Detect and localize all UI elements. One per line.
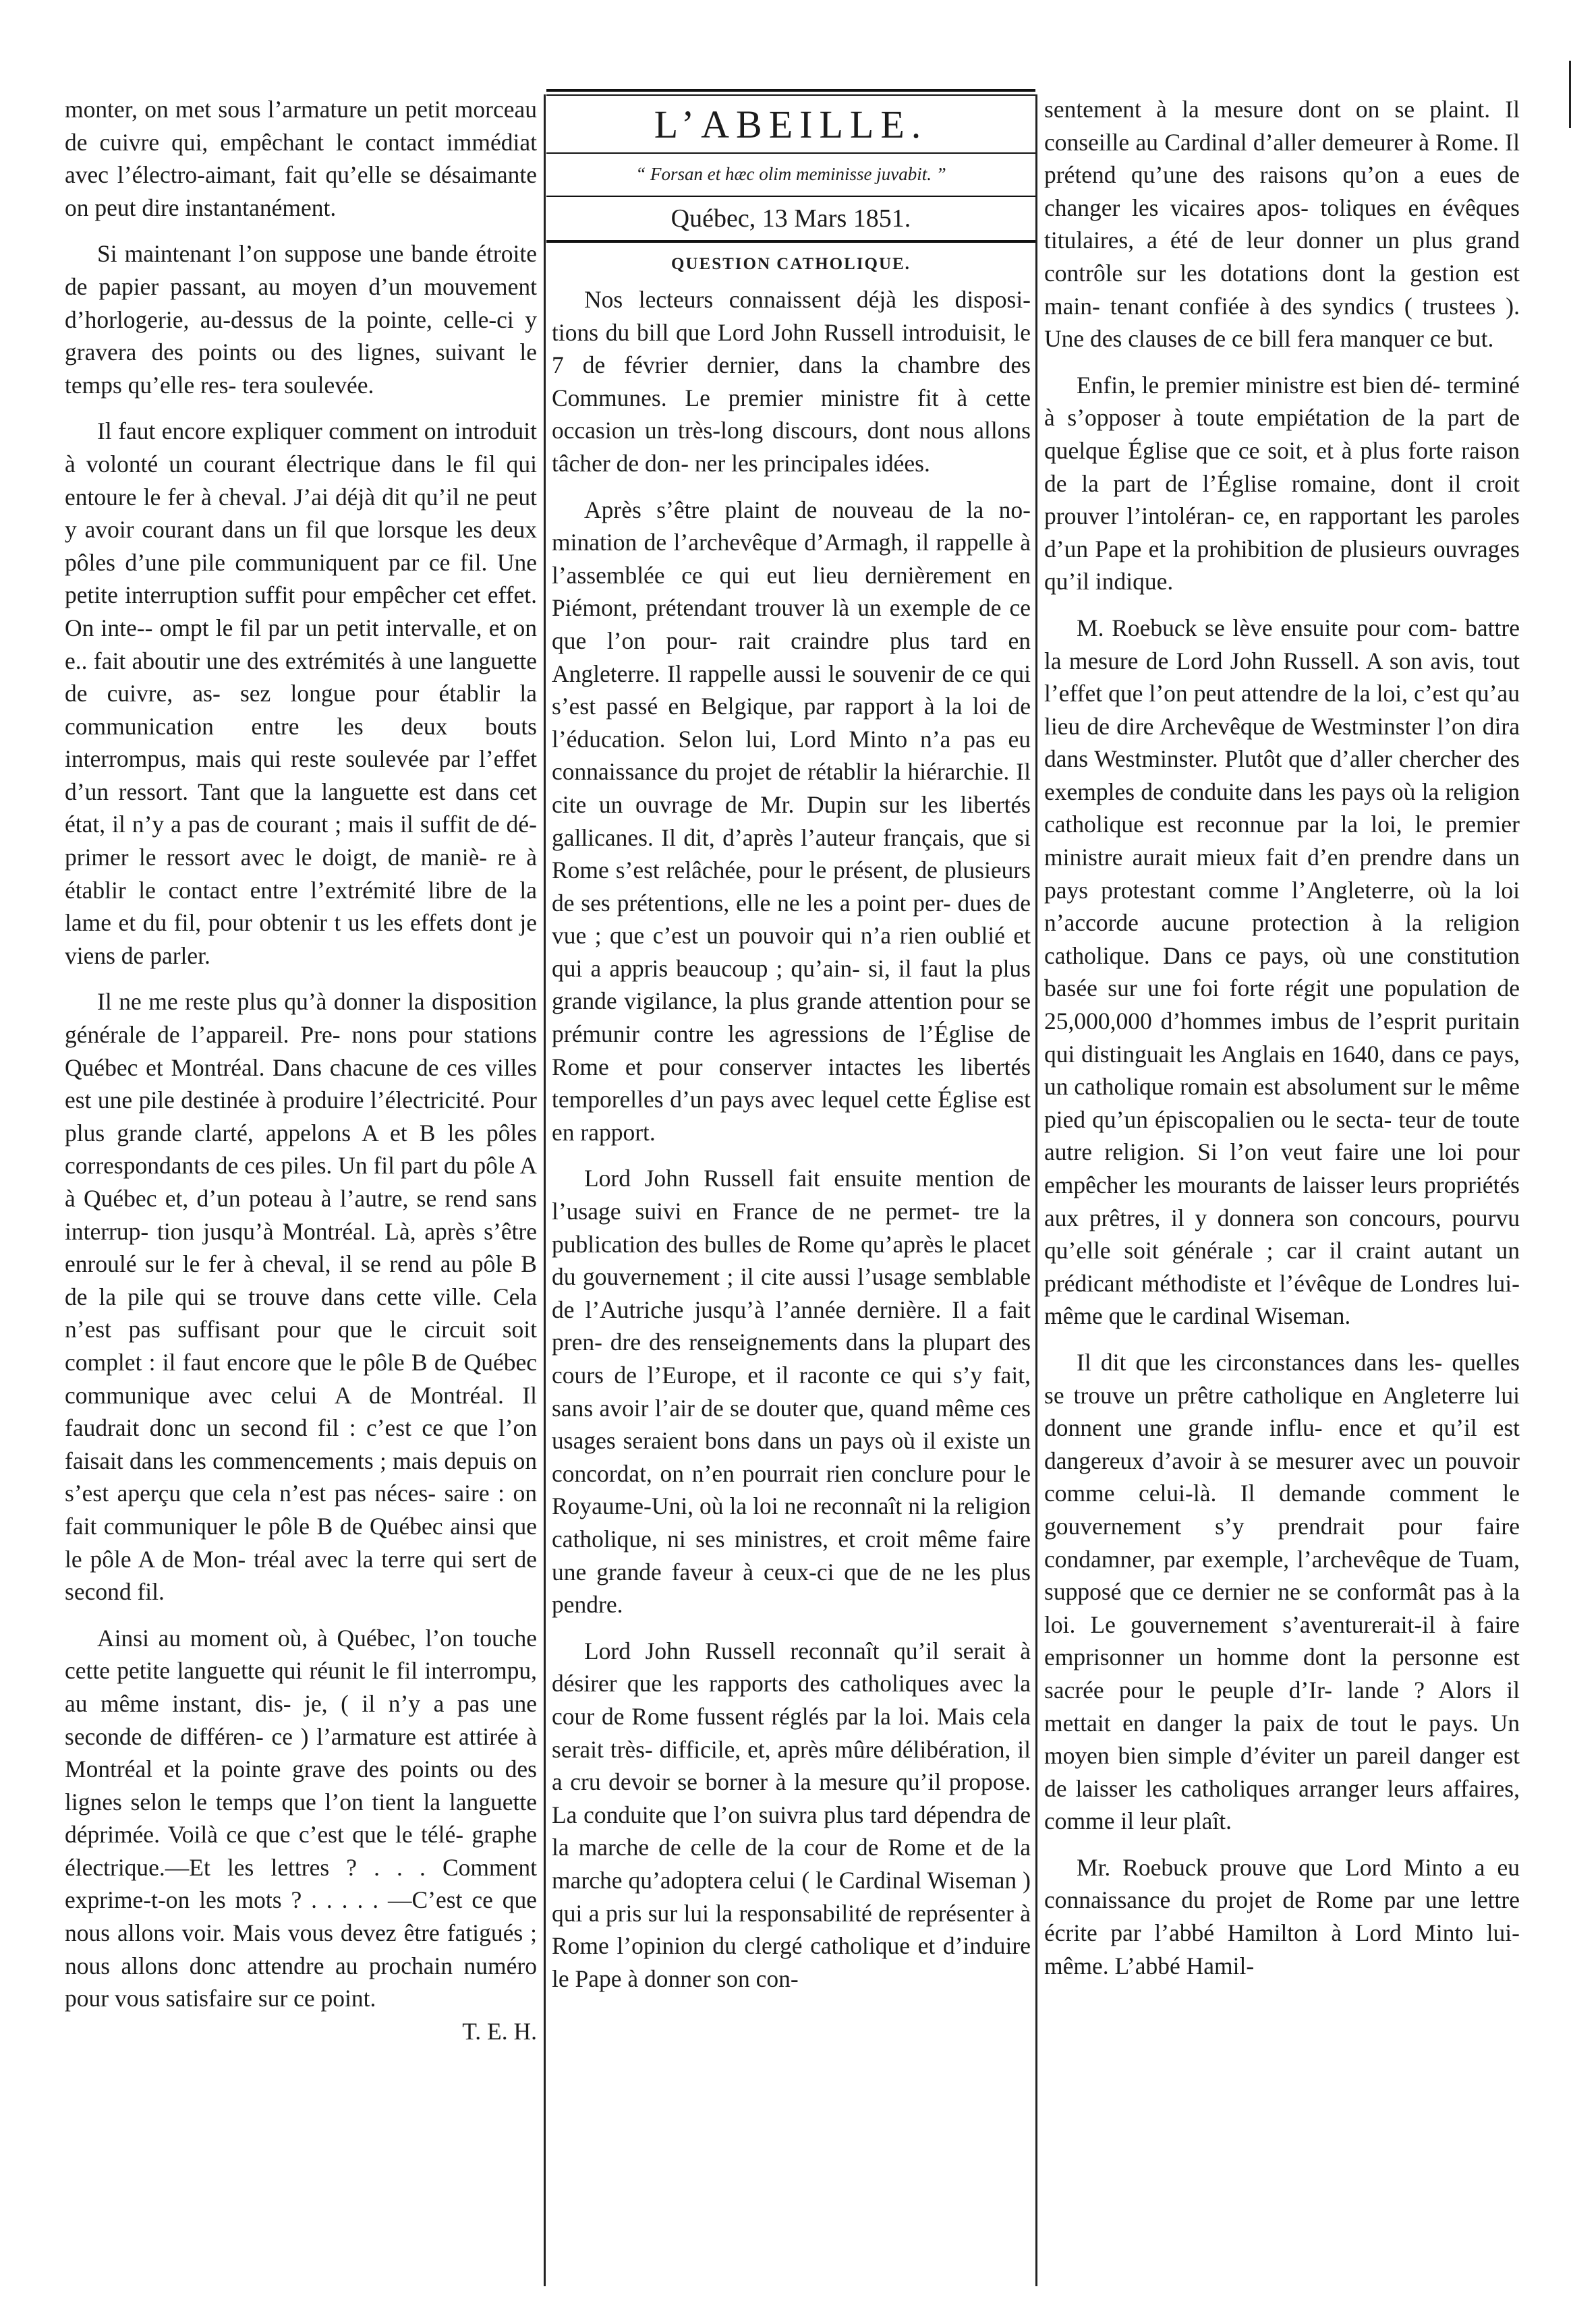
paragraph: monter, on met sous l’armature un petit morceau de cuivre qui, empêchant le contact immédiat avec l’électro-aimant, fait qu’elle se désaimante on peut dire instantanément.: [65, 96, 537, 221]
column-1: [65, 93, 537, 2061]
column-rule-right: [1035, 94, 1037, 2286]
column-2: [552, 283, 1031, 2008]
paragraph: Enfin, le premier ministre est bien dé- terminé à s’opposer à toute empiétation de la part de quelque Église que ce soit, et à plus forte raison de la part de l’Église romaine, dont il croit prouver l’intoléran- ce, en rapportant les paroles d’un Pape et la prohibition de plusieurs ouvrages qu’il indique.: [1044, 371, 1520, 595]
masthead-rule: [546, 89, 1035, 92]
masthead-rule: [546, 152, 1035, 154]
paragraph: Il faut encore expliquer comment on introduit à volonté un courant électrique dans le fil qui entoure le fer à cheval. J’ai déjà dit qu’il ne peut y avoir courant dans un fil que lorsque les deux pôles d’une pile communiquent par ce fil. Une petite interruption suffit pour empêcher cet effet. On inte-- ompt le fil par un petit intervalle, et on e.. fait aboutir une des extrémités à une languette de cuivre, as- sez longue pour établir la communication entre les deux bouts interrompus, mais qui reste soulevée par l’effet d’un ressort. Tant que la languette est dans cet état, il n’y a pas de courant ; mais il suffit de dé- primer le ressort avec le doigt, de maniè- re à établir le contact entre l’extrémité libre de la lame et du fil, pour obtenir t us les effets dont je viens de parler.: [65, 417, 537, 969]
masthead-rule: [546, 196, 1035, 197]
paragraph: M. Roebuck se lève ensuite pour com- battre la mesure de Lord John Russell. A son avis, tout l’effet que l’on peut attendre de la loi, c’est qu’au lieu de dire Archevêque de Westminster l’on dira dans Westminster. Plutôt que d’aller chercher des exemples de conduite dans les pays où la religion catholique est reconnue par la loi, le premier ministre aurait mieux fait d’en prendre dans un pays protestant comme l’Angleterre, où la loi n’accorde aucune protection à la religion catholique. Dans ce pays, où une constitution basée sur une foi forte régit une population de 25,000,000 d’hommes imbus de l’esprit puritain qui distinguait les Anglais en 1640, dans ce pays, un catholique romain est absolument sur le même pied qu’un épiscopalien ou le secta- teur de toute autre religion. Si l’on veut faire une loi pour empêcher les mourants de laisser leurs propriétés aux prêtres, il y donnera son concours, pourvu qu’elle soit générale ; car il craint autant un prédicant méthodiste et l’évêque de Londres lui- même que le cardinal Wiseman.: [1044, 614, 1520, 1330]
newspaper-title: L’ABEILLE.: [654, 103, 928, 146]
paragraph: Mr. Roebuck prouve que Lord Minto a eu connaissance du projet de Rome par une lettre écrite par l’abbé Hamilton à Lord Minto lui-même. L’abbé Hamil-: [1044, 1853, 1520, 1979]
paragraph: Lord John Russell fait ensuite mention de l’usage suivi en France de ne permet- tre la publication des bulles de Rome qu’après le placet du gouvernement ; il cite aussi l’usage semblable de l’Autriche jusqu’à l’année dernière. Il a fait pren- dre des renseignements dans la plupart des cours de l’Europe, et il raconte ce qui s’y fait, sans avoir l’air de se douter que, quand même ces usages seraient bons dans un pays où il existe un concordat, on n’en pourrait rien conclure pour le Royaume-Uni, où la loi ne reconnaît ni la religion catholique, ni ses ministres, et croit même faire une grande faveur à ceux-ci que de ne les plus pendre.: [552, 1165, 1031, 1619]
masthead-rule: [546, 240, 1035, 243]
paragraph: Si maintenant l’on suppose une bande étroite de papier passant, au moyen d’un mouvement d’horlogerie, au-dessus de la pointe, celle-ci y gravera des points ou des lignes, suivant le temps qu’elle res- tera soulevée.: [65, 240, 537, 399]
paragraph: Il dit que les circonstances dans les- quelles se trouve un prêtre catholique en Angleterre lui donnent une grande influ- ence et qu’il est dangereux d’avoir à se mesurer avec un pouvoir comme celui-là. Il demande comment le gouvernement s’y prendrait pour faire condamner, par exemple, l’archevêque de Tuam, supposé que ce dernier ne se conformât pas à la loi. Le gouvernement s’aventurerait-il à faire emprisonner un homme dont la personne est sacrée pour le peuple d’Ir- lande ? Alors il mettait en danger la paix de tout le pays. Un moyen bien simple d’éviter un pareil danger est de laisser les catholiques arranger leurs affaires, comme il leur plaît.: [1044, 1348, 1520, 1835]
paragraph: Lord John Russell reconnaît qu’il serait à désirer que les rapports des catholiques avec la cour de Rome fussent réglés par la loi. Mais cela serait très- difficile, et, après mûre délibération, il a cru devoir se borner à la mesure qu’il propose. La conduite que l’on suivra plus tard dépendra de la marche de celle de la cour de Rome et de la marche qu’adoptera celui ( le Cardinal Wiseman ) qui a pris sur lui la responsabilité de représenter à Rome l’opinion du clergé catholique et d’induire le Pape à donner son con-: [552, 1637, 1031, 1992]
article-heading: QUESTION CATHOLIQUE.: [671, 255, 911, 273]
paragraph: [65, 1622, 537, 2048]
paragraph: Il ne me reste plus qu’à donner la disposition générale de l’appareil. Pre- nons pour stations Québec et Montréal. Dans chacune de ces villes est une pile destinée à produire l’électricité. Pour plus grande clarté, appelons A et B les pôles correspondants de ces piles. Un fil part du pôle A à Québec et, d’un poteau à l’autre, se rend sans interrup- tion jusqu’à Montréal. Là, après s’être enroulé sur le fer à cheval, il se rend au pôle B de la pile qui se trouve dans cette ville. Cela n’est pas suffisant pour que le circuit soit complet : il faut encore que le pôle B de Québec communique avec celui A de Montréal. Il faudrait donc un second fil : c’est ce que l’on faisait dans les commencements ; mais depuis on s’est aperçu que cela n’est pas néces- saire : on fait communiquer le pôle B de Québec ainsi que le pôle A de Mon- tréal avec la terre qui sert de second fil.: [65, 988, 537, 1606]
masthead: [546, 89, 1035, 281]
column-rule-left: [544, 94, 546, 2286]
author-signature: T. E. H.: [462, 2017, 537, 2045]
paragraph: Après s’être plaint de nouveau de la no- mination de l’archevêque d’Armagh, il rappelle à l’assemblée ce qui eut lieu dernièrement en Piémont, prétendant trouver là un exemple de ce que l’on pour- rait craindre plus tard en Angleterre. Il rappelle aussi le souvenir de ce qui s’est passé en Belgique, par rapport à la loi de l’éducation. Selon lui, Lord Minto n’a pas eu connaissance du projet de rétablir la hiérarchie. Il cite un ouvrage de Mr. Dupin sur les libertés gallicanes. Il dit, d’après l’auteur français, que si Rome s’est relâchée, pour le présent, de plusieurs de ses prétentions, elle ne les a point per- dues de vue ; que c’est un pouvoir qui n’a rien oublié et qui a appris beaucoup ; qu’ain- si, il faut la plus grande vigilance, la plus grande attention pour se prémunir contre les agressions de l’Église de Rome et pour conserver intactes les libertés temporelles d’un pays avec lequel cette Église est en rapport.: [552, 496, 1031, 1146]
paragraph-text: Ainsi au moment où, à Québec, l’on touche cette petite languette qui réunit le fil interrompu, au même instant, dis- je, ( il n’y a pas une seconde de différen- ce ) l’armature est attirée à Montréal et la pointe grave des points ou des lignes selon le temps que l’on tient la languette déprimée. Voilà ce que c’est que le télé- graphe électrique.—Et les lettres ? . . . Comment exprime-t-on les mots ? . . . . . —C’est ce que nous allons voir. Mais vous devez être fatigués ; nous allons donc attendre au prochain numéro pour vous satisfaire sur ce point.: [65, 1624, 537, 2012]
newspaper-motto: “ Forsan et hæc olim meminisse juvabit. ”: [635, 164, 946, 184]
paragraph: sentement à la mesure dont on se plaint. Il conseille au Cardinal d’aller demeurer à Rome. Il prétend qu’une des raisons qu’on a eues de changer les vicaires apos- toliques en évêques titulaires, a été de leur donner un plus grand contrôle sur les dotations dont la gestion est main- tenant confiée à des syndics ( trustees ). Une des clauses de ce bill fera manquer ce but.: [1044, 96, 1520, 353]
column-3: [1044, 93, 1520, 1996]
masthead-rule: [546, 94, 1035, 96]
dateline: Québec, 13 Mars 1851.: [670, 204, 911, 233]
paragraph: Nos lecteurs connaissent déjà les disposi- tions du bill que Lord John Russell introduisit, le 7 de février dernier, dans la chambre des Communes. Le premier ministre fit à cette occasion un très-long discours, dont nous allons tâcher de don- ner les principales idées.: [552, 286, 1031, 477]
